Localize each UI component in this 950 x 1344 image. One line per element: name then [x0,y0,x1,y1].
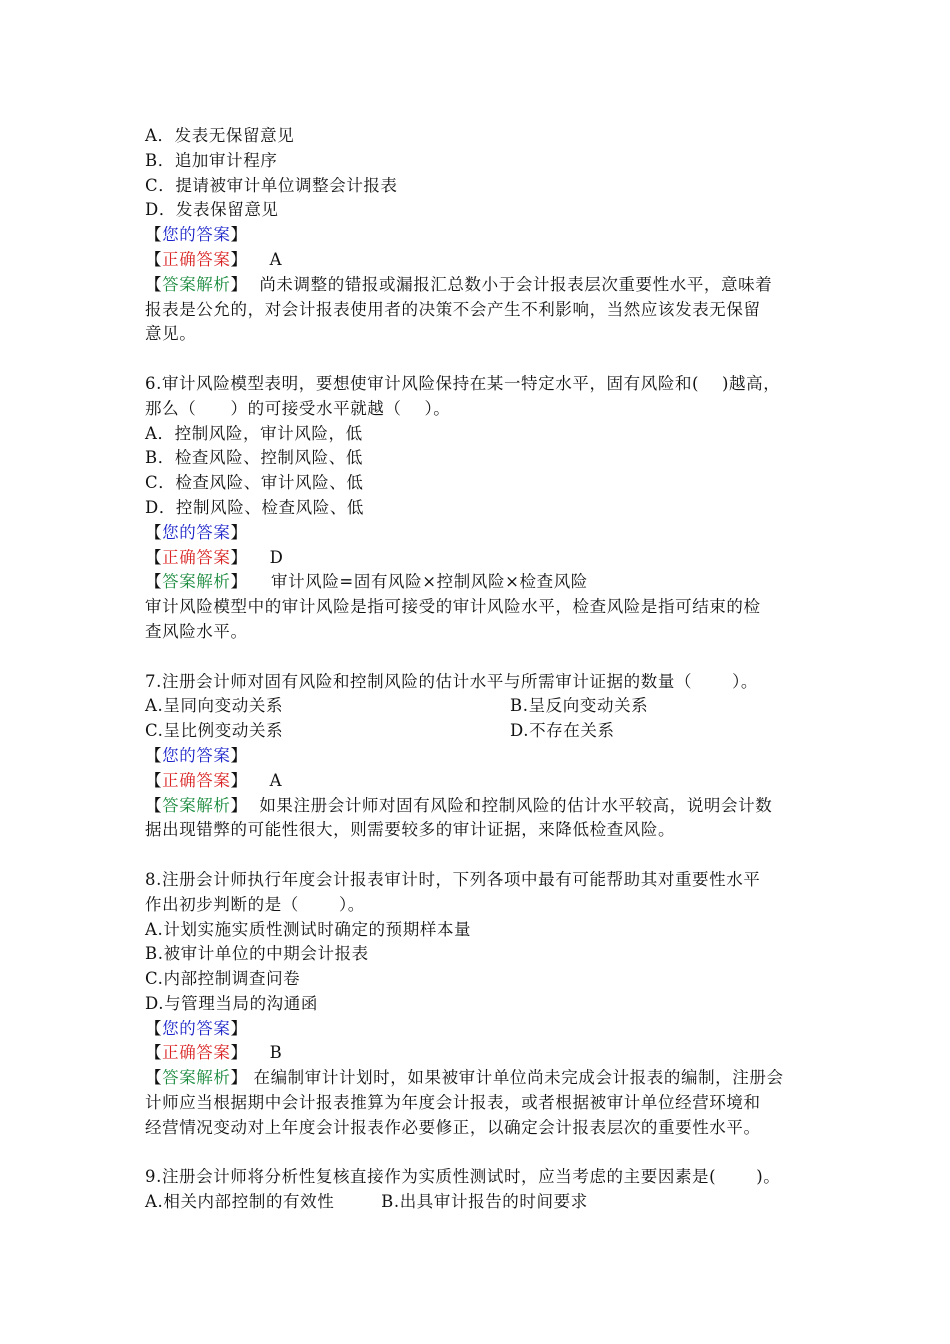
q8-option-b: B.被审计单位的中期会计报表 [145,944,369,964]
q7-option-a: A.呈同向变动关系 [145,696,284,716]
q5-explanation-line-3: 意见。 [145,324,197,344]
q5-your-answer: 【您的答案】 [145,225,248,245]
q6-stem-line-1: 6.审计风险模型表明，要想使审计风险保持在某一特定水平，固有风险和( )越高， [145,373,781,393]
q7-option-b: B.呈反向变动关系 [510,696,649,716]
q5-option-a: A．发表无保留意见 [145,126,295,145]
q8-correct-answer: 【正确答案】 B [145,1043,283,1063]
q8-stem-line-2: 作出初步判断的是（ ）。 [145,894,365,914]
q8-option-d: D.与管理当局的沟通函 [145,993,318,1013]
q7-stem: 7.注册会计师对固有风险和控制风险的估计水平与所需审计证据的数量（ ）。 [145,671,759,691]
q5-explanation-line-1: 【答案解析】 尚未调整的错报或漏报汇总数小于会计报表层次重要性水平，意味着 [145,274,773,294]
q6-explanation-line-3: 查风险水平。 [145,621,248,641]
q7-correct-answer: 【正确答案】 A [145,770,283,790]
q8-explanation-line-3: 经营情况变动对上年度会计报表作必要修正，以确定会计报表层次的重要性水平。 [145,1117,761,1137]
q8-explanation-line-2: 计师应当根据期中会计报表推算为年度会计报表，或者根据被审计单位经营环境和 [145,1093,761,1113]
q6-correct-answer: 【正确答案】 D [145,547,284,567]
q5-option-d: D．发表保留意见 [145,200,279,220]
q6-option-b: B．检查风险、控制风险、低 [145,448,363,468]
q6-option-a: A．控制风险，审计风险，低 [145,423,363,443]
q6-your-answer: 【您的答案】 [145,522,248,542]
q9-option-b: B.出具审计报告的时间要求 [381,1192,588,1212]
q7-explanation-line-2: 据出现错弊的可能性很大，则需要较多的审计证据，来降低检查风险。 [145,820,676,840]
q8-option-a: A.计划实施实质性测试时确定的预期样本量 [145,919,472,939]
q8-stem-line-1: 8.注册会计师执行年度会计报表审计时，下列各项中最有可能帮助其对重要性水平 [145,869,761,889]
q9-option-a: A.相关内部控制的有效性 [145,1192,335,1212]
q8-option-c: C.内部控制调查问卷 [145,969,301,989]
q5-explanation-line-2: 报表是公允的，对会计报表使用者的决策不会产生不利影响，当然应该发表无保留 [145,299,761,319]
q7-option-d: D.不存在关系 [510,721,615,741]
q9-stem: 9.注册会计师将分析性复核直接作为实质性测试时，应当考虑的主要因素是( )。 [145,1167,781,1187]
q8-explanation-line-1: 【答案解析】 在编制审计计划时，如果被审计单位尚未完成会计报表的编制，注册会 [145,1068,784,1088]
document-page [145,124,810,1215]
q7-option-c: C.呈比例变动关系 [145,721,284,741]
q6-explanation-line-1: 【答案解析】 审计风险=固有风险×控制风险×检查风险 [145,572,588,592]
q5-correct-answer: 【正确答案】 A [145,249,283,269]
q5-option-c: C．提请被审计单位调整会计报表 [145,175,398,195]
q8-your-answer: 【您的答案】 [145,1018,248,1038]
q7-options-row-2 [145,719,810,744]
q9-options-row [145,1190,810,1215]
q6-option-d: D．控制风险、检查风险、低 [145,497,365,517]
q7-your-answer: 【您的答案】 [145,745,248,765]
q5-option-b: B．追加审计程序 [145,150,278,170]
q6-stem-line-2: 那么（ ）的可接受水平就越（ ）。 [145,398,451,418]
q7-explanation-line-1: 【答案解析】 如果注册会计师对固有风险和控制风险的估计水平较高，说明会计数 [145,795,773,815]
q7-options-row-1 [145,694,810,719]
q6-option-c: C．检查风险、审计风险、低 [145,473,364,493]
q6-explanation-line-2: 审计风险模型中的审计风险是指可接受的审计风险水平，检查风险是指可结束的检 [145,597,761,617]
